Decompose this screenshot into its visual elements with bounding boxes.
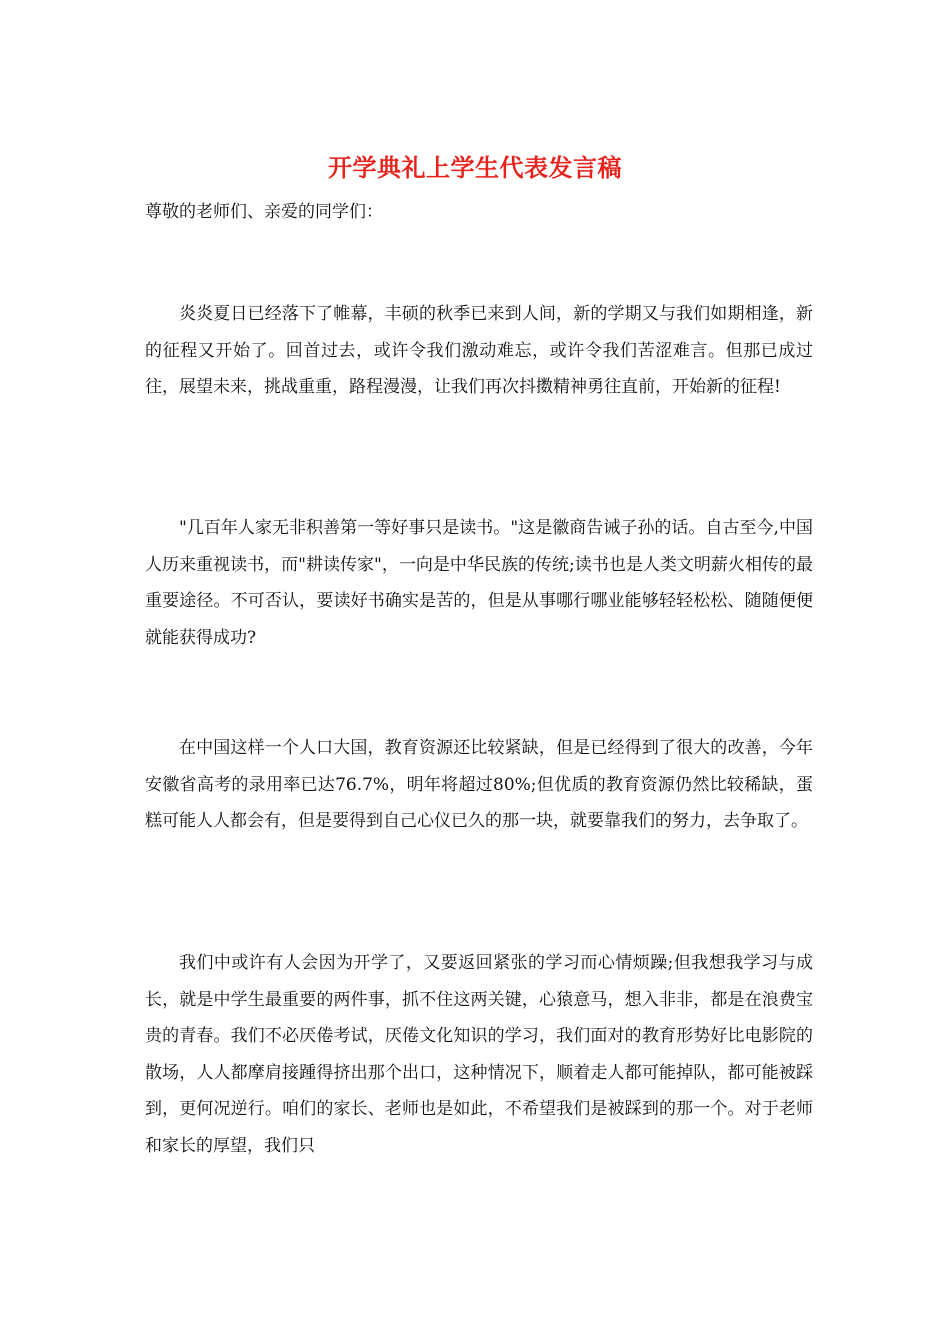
salutation: 尊敬的老师们、亲爱的同学们： xyxy=(145,202,383,222)
paragraph: "几百年人家无非积善第一等好事只是读书。"这是徽商告诫子孙的话。自古至今,中国人历来重视读书，而"耕读传家"，一向是中华民族的传统;读书也是人类文明薪火相传的最重要途径。不可否认，要读好书确实是苦的，但是从事哪行哪业能够轻轻松松、随随便便就能获得成功? xyxy=(145,518,813,648)
paragraph: 在中国这样一个人口大国，教育资源还比较紧缺，但是已经得到了很大的改善，今年安徽省高考的录用率已达76.7%，明年将超过80%;但优质的教育资源仍然比较稀缺，蛋糕可能人人都会有，但是要得到自己心仪已久的那一块，就要靠我们的努力，去争取了。 xyxy=(145,738,813,831)
paragraph: 炎炎夏日已经落下了帷幕，丰硕的秋季已来到人间，新的学期又与我们如期相逢，新的征程又开始了。回首过去，或许令我们激动难忘，或许令我们苦涩难言。但那已成过往，展望未来，挑战重重，路程漫漫，让我们再次抖擞精神勇往直前，开始新的征程! xyxy=(145,304,813,397)
paragraph: 我们中或许有人会因为开学了，又要返回紧张的学习而心情烦躁;但我想我学习与成长，就是中学生最重要的两件事，抓不住这两关键，心猿意马，想入非非，都是在浪费宝贵的青春。我们不必厌倦考试，厌倦文化知识的学习，我们面对的教育形势好比电影院的散场，人人都摩肩接踵得挤出那个出口，这种情况下，顺着走人都可能掉队，都可能被踩到，更何况逆行。咱们的家长、老师也是如此，不希望我们是被踩到的那一个。对于老师和家长的厚望，我们只 xyxy=(145,953,813,1156)
document-title: 开学典礼上学生代表发言稿 xyxy=(328,153,622,182)
